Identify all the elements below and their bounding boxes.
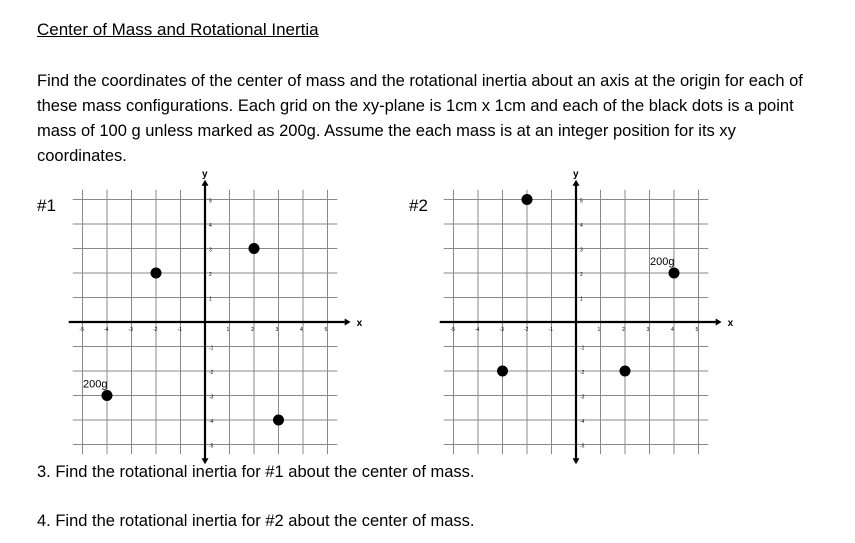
x-tick-label: -4 [475,327,480,333]
mass-label: 200g [83,378,108,391]
y-tick-label: 1 [580,296,583,303]
x-tick-label: 5 [324,327,328,333]
y-tick-label: 4 [580,223,583,229]
x-tick-label: 2 [251,327,254,333]
y-tick-label: -5 [209,443,214,450]
mass-label: 200g [650,256,675,268]
y-tick-label: 3 [580,247,583,254]
x-tick-label: 5 [695,327,699,333]
y-tick-label: 1 [209,296,212,303]
x-tick-label: 1 [226,327,230,333]
worksheet-title: Center of Mass and Rotational Inertia [37,20,319,39]
y-tick-label: -1 [580,345,585,352]
y-tick-label: -4 [580,419,585,425]
x-tick-label: 3 [646,327,650,333]
problem-1-label: #1 [37,196,56,215]
x-tick-label: -1 [548,327,553,333]
x-tick-label: 1 [597,327,601,333]
x-tick-label: -1 [177,327,182,333]
y-axis-arrow-up [202,180,209,186]
point-mass [522,194,533,205]
y-tick-label: 3 [209,247,212,254]
y-tick-label: -3 [580,394,585,401]
y-axis-arrow-up [573,180,580,186]
y-tick-label: -1 [209,345,214,352]
x-axis-arrow [716,319,722,326]
grid-svg [72,168,363,454]
x-tick-label: -2 [524,327,529,333]
y-axis-arrow-down [573,458,580,464]
x-axis-name: x [356,318,363,329]
y-tick-label: -2 [580,370,585,376]
y-tick-label: 5 [580,198,583,205]
x-tick-label: 3 [275,327,279,333]
question-4: 4. Find the rotational inertia for #2 about the center of mass. [37,512,475,530]
x-tick-label: 2 [622,327,625,333]
x-tick-label: -3 [128,327,133,333]
x-tick-label: -2 [153,327,158,333]
x-axis-name: x [727,318,734,329]
point-mass [102,390,113,401]
y-tick-label: 5 [209,198,212,205]
y-tick-label: 4 [209,223,212,229]
problem-1-grid [72,168,363,454]
y-tick-label: 2 [580,272,583,278]
y-tick-label: -2 [209,370,214,376]
x-tick-label: -3 [499,327,504,333]
y-tick-label: 2 [209,272,212,278]
point-mass [669,268,680,279]
y-tick-label: -3 [209,394,214,401]
x-tick-label: -5 [79,327,84,333]
y-tick-label: -4 [209,419,214,425]
x-tick-label: -5 [450,327,455,333]
problem-2-label: #2 [409,196,428,215]
x-axis-arrow [345,319,351,326]
point-mass [249,243,260,254]
point-mass [151,268,162,279]
x-tick-label: 4 [671,327,674,333]
question-3: 3. Find the rotational inertia for #1 about the center of mass. [37,463,475,481]
point-mass [273,415,284,426]
y-tick-label: -5 [580,443,585,450]
grid-svg [443,168,734,454]
problem-2-grid [443,168,734,454]
y-axis-name: y [573,168,579,180]
x-tick-label: -4 [104,327,109,333]
instructions-paragraph: Find the coordinates of the center of mass and the rotational inertia about an axis at the origin for each of these mass configurations. Each grid on the xy-plane is 1cm x 1cm and each of the black dots is a point mass of 100 g unless marked as 200g. Assume the each mass is at an integer position for its xy coordinates. [37,72,803,165]
y-axis-name: y [202,168,208,180]
x-tick-label: 4 [300,327,303,333]
point-mass [497,366,508,377]
point-mass [620,366,631,377]
